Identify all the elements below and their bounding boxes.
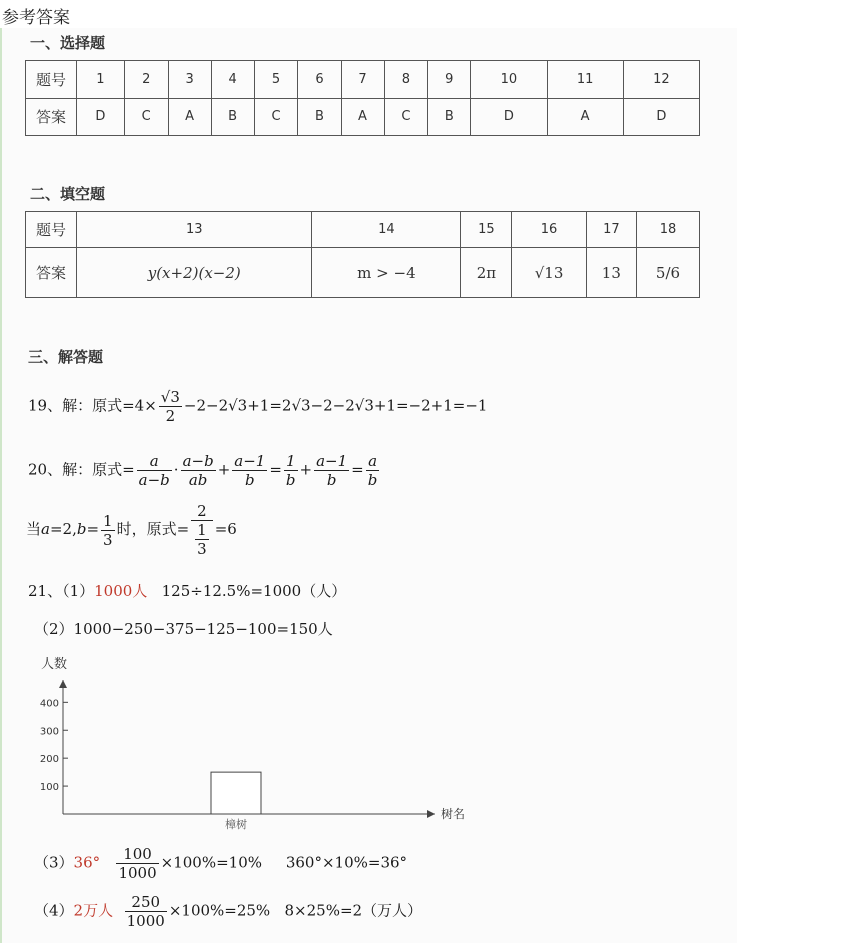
answer-cell: A — [341, 98, 384, 136]
row-label-number: 题号 — [26, 61, 77, 99]
q19-solution: 19、解：原式=4× $\frac{√3}{2}$ −2−2√3+1=2√3−2−2√3+1=−2+1=−1 — [28, 388, 488, 425]
row-label-number: 题号 — [26, 212, 77, 248]
answer-cell: B — [211, 98, 254, 136]
tree-count-bar-chart — [25, 650, 485, 840]
answer-cell: B — [298, 98, 341, 136]
question-number-cell: 14 — [312, 212, 461, 248]
x-axis-arrow — [427, 810, 435, 818]
row-label-answer: 答案 — [26, 98, 77, 136]
q21-part4-answer: 2万人 — [73, 901, 114, 920]
q21-part2: （2）1000−250−375−125−100=150人 — [34, 620, 333, 638]
y-axis-label: 人数 — [41, 657, 68, 672]
question-number-cell: 17 — [586, 212, 636, 248]
answer-cell: C — [254, 98, 298, 136]
answer-cell: A — [168, 98, 211, 136]
y-tick-label: 100 — [39, 782, 59, 794]
answer-cell: √13 — [512, 248, 586, 298]
question-number-cell: 3 — [168, 61, 211, 99]
x-axis-label: 树名 — [441, 807, 466, 821]
y-axis-arrow — [59, 680, 67, 688]
row-label-answer: 答案 — [26, 248, 77, 298]
q21-part1: 21、（1）1000人 125÷12.5%=1000（人） — [28, 582, 347, 600]
y-tick-label: 200 — [39, 754, 59, 766]
question-number-cell: 11 — [547, 61, 623, 99]
answer-cell: D — [77, 98, 125, 136]
answer-cell: C — [124, 98, 168, 136]
answer-cell: C — [384, 98, 428, 136]
q21-part1-answer: 1000人 — [94, 582, 148, 600]
question-number-cell: 8 — [384, 61, 428, 99]
page-title: 参考答案 — [2, 8, 70, 28]
answer-cell: 2π — [461, 248, 512, 298]
answer-cell: m > −4 — [312, 248, 461, 298]
question-number-cell: 18 — [637, 212, 700, 248]
y-tick-label: 300 — [39, 726, 59, 738]
question-number-cell: 2 — [124, 61, 168, 99]
answer-cell: D — [623, 98, 699, 136]
fill-answer-table — [25, 211, 700, 298]
question-number-cell: 5 — [254, 61, 298, 99]
choice-answer-table — [25, 60, 700, 136]
question-number-cell: 12 — [623, 61, 699, 99]
x-category-label: 樟树 — [225, 818, 247, 831]
answer-cell: y(x+2)(x−2) — [77, 248, 312, 298]
question-number-cell: 13 — [77, 212, 312, 248]
answer-cell: 13 — [586, 248, 636, 298]
bar — [211, 772, 261, 814]
question-number-cell: 4 — [211, 61, 254, 99]
section2-title: 二、填空题 — [30, 185, 106, 203]
question-number-cell: 9 — [428, 61, 471, 99]
section3-title: 三、解答题 — [28, 348, 104, 366]
q21-part4: （4）2万人 $\frac{250}{1000}$ ×100%=25% 8×25%=2（万人） — [34, 893, 423, 930]
question-number-cell: 15 — [461, 212, 512, 248]
answer-cell: B — [428, 98, 471, 136]
question-number-cell: 1 — [77, 61, 125, 99]
question-number-cell: 10 — [471, 61, 547, 99]
question-number-cell: 16 — [512, 212, 586, 248]
section1-title: 一、选择题 — [30, 34, 106, 52]
q21-part3-answer: 36° — [73, 853, 101, 872]
y-tick-label: 400 — [39, 698, 59, 710]
answer-cell: A — [547, 98, 623, 136]
q20-solution-line2: 当a=2,b= $\frac{1}{3}$ 时，原式= $\frac{2}{\frac{1}{3}}$ =6 — [26, 502, 237, 558]
question-number-cell: 6 — [298, 61, 341, 99]
answer-cell: D — [471, 98, 547, 136]
question-number-cell: 7 — [341, 61, 384, 99]
answer-cell: 5/6 — [637, 248, 700, 298]
q20-solution-line1: 20、解：原式= $\frac{a}{a-b}$ · $\frac{a-b}{ab}$ + $\frac{a-1}{b}$ = $\frac{1}{b}$ + $\frac{a-1}{b}$ = $\frac{a}{b}$ — [28, 452, 378, 489]
q21-part3: （3）36° $\frac{100}{1000}$ ×100%=10% 360°×10%=36° — [34, 845, 408, 882]
